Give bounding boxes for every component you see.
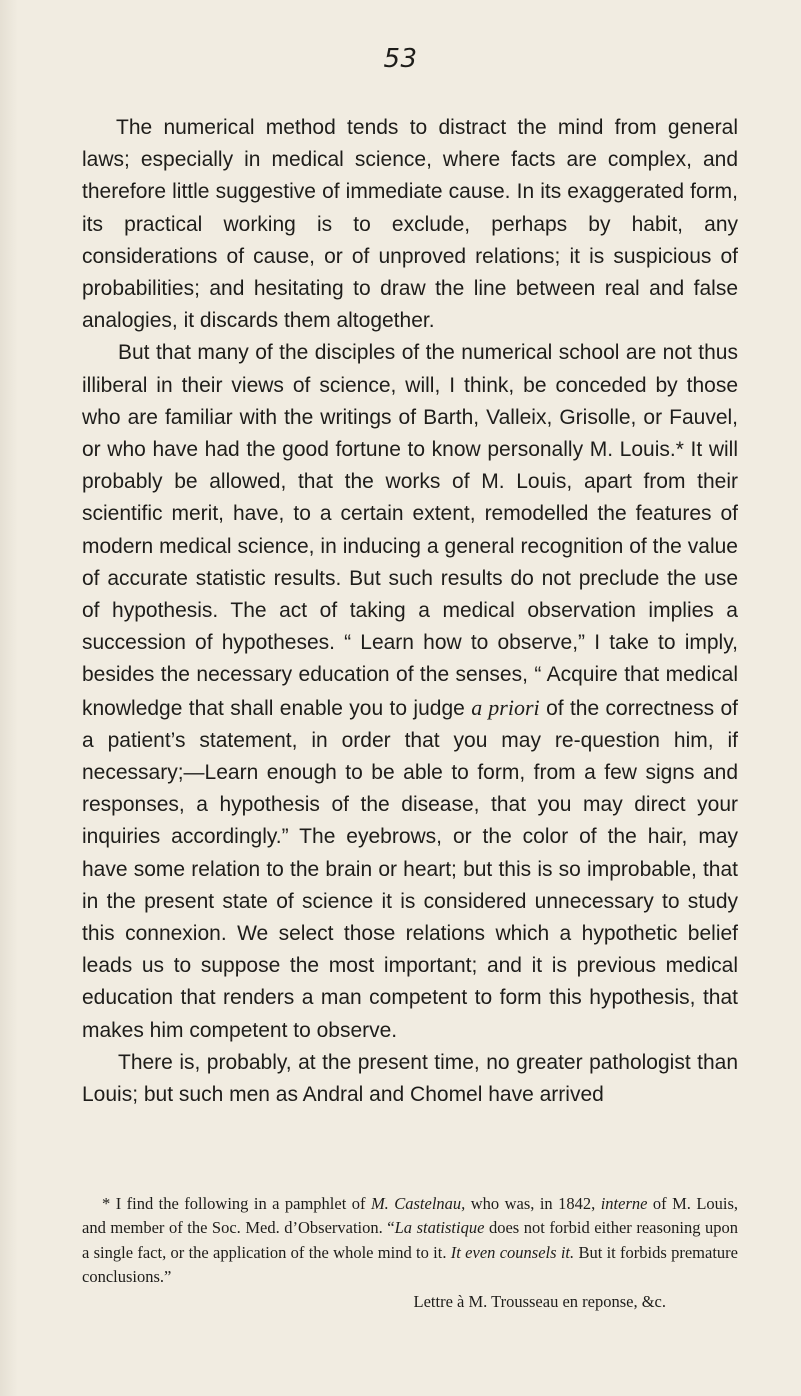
paragraph-2-text-a: But that many of the disciples of the numerical school are not thus illiberal in their views of science, will, I think, be conceded by those who are familiar with the writings of Barth, Valleix, Grisolle, or Fauvel, or who have had the good fortune to know personally M. Louis.* It will probably be allowed, that the works of M. Louis, apart from their scientific merit, have, to a certain extent, remodelled the features of modern medical science, in inducing a general recognition of the value of accurate statistic results. But such results do not preclude the use of hypothesis. The act of taking a medical observation implies a succession of hypotheses. “ Learn how to observe,” I take to imply, besides the necessary education of the senses, “ Acquire that medical knowledge that shall enable you to judge xyxy=(82,341,738,720)
footnote-signature: Lettre à M. Trousseau en reponse, &c. xyxy=(413,1291,666,1311)
main-text xyxy=(82,112,738,1111)
footnote xyxy=(82,1192,738,1314)
footnote-castelnau: M. Castelnau, xyxy=(370,1194,466,1213)
footnote-text xyxy=(82,1192,738,1314)
paragraph-1: The numerical method tends to distract the mind from general laws; especially in medical science, where facts are complex, and therefore little suggestive of immediate cause. In its exaggerated form, its practical working is to exclude, perhaps by habit, any considerations of cause, or of unproved relations; it is suspicious of probabilities; and hesitating to draw the line between real and false analogies, it discards them altogether. xyxy=(82,116,738,333)
footnote-la-statistique: La statistique xyxy=(394,1218,485,1238)
footnote-part-2: who was, in 1842, xyxy=(470,1194,596,1213)
paragraph-3: There is, probably, at the present time, no greater pathologist than Louis; but such men as Andral and Chomel have arrived xyxy=(82,1050,738,1107)
page-number: 53 xyxy=(383,44,418,74)
footnote-part-5: But it forbids premature conclusions.” xyxy=(82,1242,738,1287)
footnote-part-1: * I find the following in a pamphlet of xyxy=(102,1194,366,1213)
paragraph-2-text-b: of the correctness of a patient’s statement, in order that you may re-question him, if necessary;—Learn enough to be able to form, from a few signs and responses, a hypothesis of the disease, that you may direct your inquiries accordingly.” The eyebrows, or the color of the hair, may have some relation to the brain or heart; but this is so improbable, that in the present state of science it is considered unnecessary to study this connexion. We select those relations which a hypothetic belief leads us to suppose the most important; and it is previous medical education that renders a man competent to form this hypothesis, that makes him competent to observe. xyxy=(82,696,739,1042)
footnote-counsels: It even counsels it. xyxy=(450,1242,575,1262)
footnote-interne: interne xyxy=(600,1194,648,1213)
footnote-part-3: of M. Louis, and member of the Soc. Med. d’Observation. “ xyxy=(82,1194,739,1238)
footnote-part-4: does not forbid either reasoning upon a single fact, or the application of the whole mind to it. xyxy=(82,1218,739,1262)
a-priori-phrase: a priori xyxy=(471,694,540,720)
paragraph-2 xyxy=(82,337,738,1046)
